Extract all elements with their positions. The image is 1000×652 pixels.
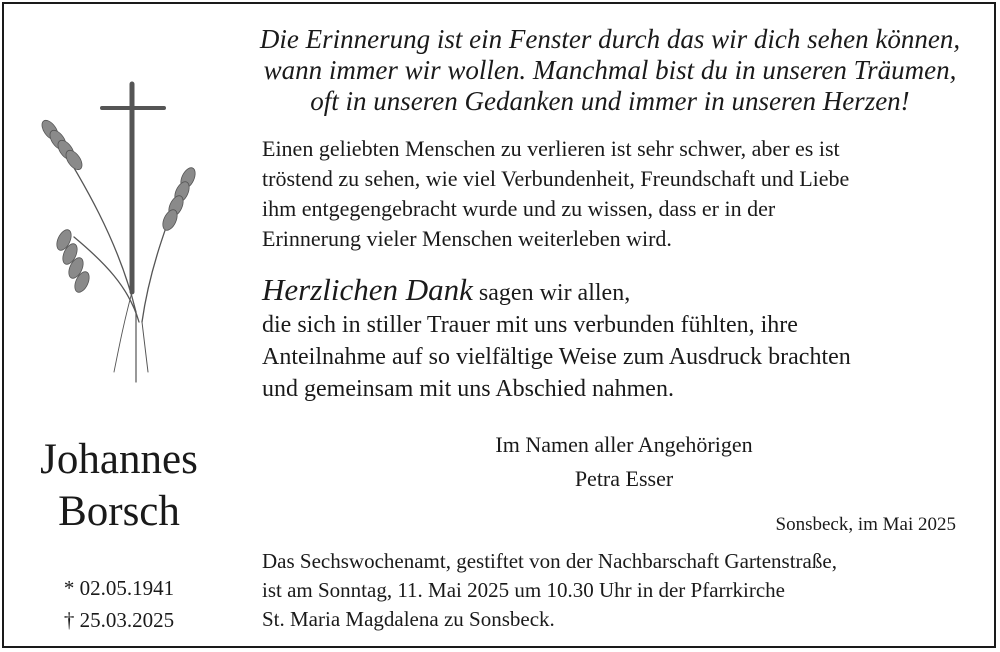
- thanks-paragraph: [262, 274, 982, 405]
- paragraph-line: tröstend zu sehen, wie viel Verbundenheit, Freundschaft und Liebe: [262, 166, 850, 191]
- thanks-heading: Herzlichen Dank: [262, 272, 473, 307]
- service-line: Das Sechswochenamt, gestiftet von der Nachbarschaft Gartenstraße,: [262, 549, 837, 573]
- paragraph-line: Anteilnahme auf so vielfältige Weise zum Ausdruck brachten: [262, 344, 851, 370]
- deceased-name: [14, 434, 224, 538]
- life-dates: [14, 572, 224, 636]
- paragraph-line: ihm entgegengebracht wurde und zu wissen, dass er in der: [262, 196, 776, 221]
- service-line: ist am Sonntag, 11. Mai 2025 um 10.30 Uhr in der Pfarrkirche: [262, 578, 785, 602]
- signature-block: [404, 428, 844, 496]
- place-date: Sonsbeck, im Mai 2025: [775, 514, 956, 535]
- birth-date: * 02.05.1941: [63, 576, 175, 600]
- cross-with-wheat-icon: [24, 72, 224, 392]
- signature-line: Im Namen aller Angehörigen: [495, 432, 753, 457]
- gratitude-paragraph: [262, 134, 982, 254]
- service-line: St. Maria Magdalena zu Sonsbeck.: [262, 607, 555, 631]
- quote-line: oft in unseren Gedanken und immer in unseren Herzen!: [310, 86, 910, 116]
- quote-line: Die Erinnerung ist ein Fenster durch das wir dich sehen können,: [259, 24, 961, 54]
- last-name: Borsch: [58, 488, 180, 535]
- thanks-heading-rest: sagen wir allen,: [472, 280, 631, 306]
- obituary-card: [2, 2, 996, 648]
- memorial-quote: [230, 24, 990, 117]
- paragraph-line: und gemeinsam mit uns Abschied nahmen.: [262, 376, 674, 402]
- paragraph-line: Einen geliebten Menschen zu verlieren ist sehr schwer, aber es ist: [262, 136, 840, 161]
- death-date: † 25.03.2025: [63, 608, 175, 632]
- paragraph-line: Erinnerung vieler Menschen weiterleben wird.: [262, 226, 672, 251]
- paragraph-line: die sich in stiller Trauer mit uns verbunden fühlten, ihre: [262, 312, 798, 338]
- signer-name: Petra Esser: [574, 466, 674, 491]
- quote-line: wann immer wir wollen. Manchmal bist du in unseren Träumen,: [263, 55, 957, 85]
- first-name: Johannes: [40, 436, 198, 483]
- thanks-heading-line: [262, 274, 982, 309]
- service-announcement: [262, 547, 982, 634]
